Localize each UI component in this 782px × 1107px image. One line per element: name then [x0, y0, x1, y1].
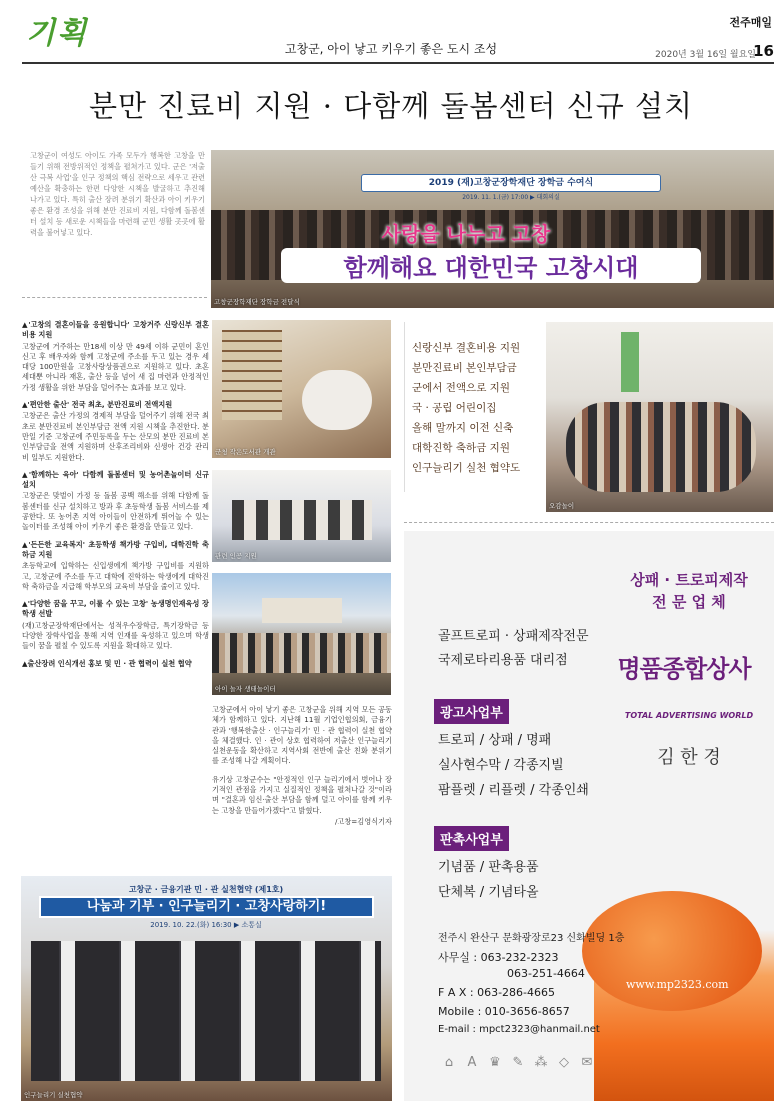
people: [232, 500, 372, 540]
children: [566, 402, 756, 492]
advertisement: [404, 531, 774, 1101]
ad-fax: F A X : 063-286-4665: [438, 986, 556, 999]
highlights-list: [412, 338, 537, 478]
ad-mobile: Mobile : 010-3656-8657: [438, 1005, 570, 1018]
section-label: 기획: [26, 16, 88, 51]
ad-divider: [404, 522, 774, 523]
headline: 분만 진료비 지원 · 다함께 돌봄센터 신규 설치: [89, 89, 693, 123]
main-photo-caption: 고창군장학재단 장학금 전달식: [214, 298, 300, 306]
ad-email: E-mail : mpct2323@hanmail.net: [438, 1024, 600, 1035]
byline: /고창=김영식기자: [334, 816, 392, 826]
main-photo: [211, 150, 774, 308]
bookshelf: [222, 330, 282, 420]
photo-playground: [212, 573, 391, 695]
intro-text: 고창군이 여성도 아이도 가족 모두가 행복한 고창을 만들기 위해 전방위적인 정책을 펼쳐가고 있다. 군은 '저출산 극복 사업'을 인구 정책의 핵심 전략으로 세우고 관련 예산을 확충하는 한편 다양한 시책을 발굴하고 추진해 나가고 있다. 특히 출산 장려 분위기 확산과 아이 키우기 좋은 환경 조성을 위해 분만 진료비 지원, 다함께 돌봄센터 설치 등 새로운 시책들을 마련해 군민 생활 곳곳에 활력을 불어넣고 있다.: [30, 151, 205, 237]
ad-decoration: [594, 531, 774, 1101]
sec3-head: ▲'함께하는 육아' 다함께 돌봄센터 및 농어촌놀이터 신규 설치: [22, 469, 209, 490]
slogan-board: 함께해요 대한민국 고창시대: [281, 248, 701, 283]
sec1-text: 고창군에 거주하는 만18세 이상 만 49세 이하 군민이 혼인신고 후 배우자와 함께 고창군에 주소를 두고 있는 경우 세대당 100만원을 고창사랑상품권으로 지원하고 있다. 초혼 세대뿐 아니라 재혼, 출산 등을 넘어 새 집 마련과 안정적인 가정 생활을 위한 부담을 덜어주는 효과를 보고 있다.: [22, 341, 209, 392]
highlight-item: 올해 말까지 이전 신축: [412, 422, 514, 434]
tag-icon: ◇: [559, 1055, 569, 1070]
highlight-item: 대학진학 축하금 지원: [412, 442, 510, 454]
agreement-banner-top: 고창군 · 금융기관 민 · 관 실천협약 (제1호): [128, 885, 284, 894]
issue-date: 2020년 3월 16일 월요일: [655, 50, 756, 60]
header-rule: [22, 62, 774, 64]
agreement-banner: 나눔과 기부 · 인구늘리기 · 고창사랑하기!: [39, 896, 374, 918]
banner-stand: [621, 332, 639, 392]
photo-care: [212, 470, 391, 562]
photo-playground-caption: 아이 놀자 생태놀이터: [215, 685, 276, 693]
building: [262, 598, 342, 623]
pen-icon: ✎: [512, 1055, 524, 1070]
sec6-head: ▲출산장려 인식개선 홍보 및 민 · 관 협력이 실천 협약: [22, 658, 192, 668]
ceremony-banner: 2019 (재)고창군장학재단 장학금 수여식: [361, 174, 661, 192]
font-icon: A: [467, 1055, 477, 1070]
people: [302, 370, 372, 430]
sec2-text: 고창군은 출산 가정의 경제적 부담을 덜어주기 위해 전국 최초로 분만진료비 본인부담금 전액 지원 시책을 추진한다. 분만일 기준 고창군에 주민등록을 두는 산모의 분만 진료비 본인부담금을 전액 지원하며 산후조리비와 신생아 건강 관리비 일부도 지원한다.: [22, 411, 209, 462]
article-column-1: [22, 320, 209, 670]
ad-badge-ad-dept: 광고사업부: [434, 699, 509, 724]
ad-line-1: 골프트로피 · 상패제작전문: [438, 629, 589, 644]
sec5-text: (재)고창군장학재단에서는 성적우수장학금, 특기장학금 등 다양한 장학사업을 통해 지역 인재를 육성하고 있으며 학생들이 꿈을 펼칠 수 있도록 지원을 확대하고 있다.: [22, 620, 209, 651]
highlight-item: 군에서 전액으로 지원: [412, 382, 510, 394]
highlight-item: 국 · 공립 어린이집: [412, 402, 497, 414]
crowd: [212, 633, 391, 673]
ad-item: 팜플렛 / 리플렛 / 각종인쇄: [438, 783, 589, 798]
ad-item: 실사현수막 / 각종지빌: [438, 758, 564, 773]
photo-care-caption: 관련 인공 지원: [215, 552, 257, 560]
ad-company-en: TOTAL ADVERTISING WORLD: [624, 711, 754, 720]
ad-website: www.mp2323.com: [626, 978, 729, 991]
paper-name: 전주매일: [729, 16, 772, 29]
sec1-head: ▲'고창의 결혼이들을 응원합니다' 고창거주 신랑신부 결혼비용 지원: [22, 320, 209, 340]
sec5-head: ▲'다양한 꿈을 꾸고, 이룰 수 있는 고창' 농생명인재육성 장학생 선발: [22, 599, 209, 619]
ad-item: 기념품 / 판촉용품: [438, 860, 539, 875]
highlight-item: 인구늘리기 실천 협약도: [412, 462, 521, 474]
drop-shape: [582, 891, 762, 1011]
ad-address: 전주시 완산구 문화광장로23 신화빌딩 1층: [438, 933, 625, 944]
col2-text2: 유기상 고창군수는 "안정적인 인구 늘리기에서 벗어나 장기적인 관점을 가지고 실질적인 정책을 펼쳐나갈 것"이라며 "결혼과 임신·출산 부담을 함께 덜고 아이를 함께 키우는 고창을 만들어가겠다"고 밝혔다.: [212, 774, 392, 815]
photo-library-caption: 군청 작은도서관 개관: [215, 448, 276, 456]
ad-item: 트로피 / 상패 / 명패: [438, 733, 552, 748]
ad-tagline-2: 전 문 업 체: [652, 593, 726, 611]
sec2-head: ▲'편안한 출산' 전국 최초, 분만진료비 전액지원: [22, 400, 173, 410]
ad-owner: 김 한 경: [657, 747, 721, 768]
ad-icon-row: [440, 1051, 601, 1070]
photo-library: [212, 320, 391, 458]
sec3-text: 고창군은 맞벌이 가정 등 돌봄 공백 해소를 위해 다함께 돌봄센터를 신규 설치하고 방과 후 초등학생 돌봄 서비스를 제공한다. 또 농어촌 지역 아이들이 안전하게 뛰어놀 수 있는 놀이터를 조성해 아이 키우기 좋은 환경을 만들고 있다.: [22, 491, 209, 532]
ad-office-phone: 사무실 : 063-232-2323: [438, 951, 559, 964]
page-subtitle: 고창군, 아이 낳고 키우기 좋은 도시 조성: [284, 42, 498, 56]
photo-agreement: [21, 876, 392, 1101]
trophy-icon: ♛: [489, 1055, 501, 1070]
photo-agreement-caption: 인구늘리기 실천협약: [24, 1091, 83, 1099]
col2-text: 고창군에서 아이 낳기 좋은 고창군을 위해 지역 모든 공동체가 함께하고 있다. 지난해 11월 기업인협의회, 금융기관과 '행복한출산 · 인구늘리기' 민 · 관 협력이 실천 협약을 체결했다. 인 · 관이 상호 협력하여 저출산 인구늘리기 실천운동을 확산하고 지역사회 전반에 출산 친화 분위기를 조성해 나갈 계획이다.: [212, 705, 392, 766]
intro-divider: [22, 297, 207, 298]
home-icon: ⌂: [444, 1055, 454, 1070]
slogan-top: 사랑을 나누고 고창: [381, 222, 551, 246]
signers: [31, 941, 381, 1081]
article-column-2: [212, 705, 392, 828]
ad-office-phone-2: 063-251-4664: [507, 967, 585, 980]
network-icon: ⁂: [534, 1055, 548, 1070]
photo-kids-caption: 오감놀이: [549, 502, 575, 510]
ad-badge-promo-dept: 판촉사업부: [434, 826, 509, 851]
mail-icon: ✉: [581, 1055, 593, 1070]
ad-company: 명품종합상사: [617, 655, 751, 683]
sec4-text: 초등학교에 입학하는 신입생에게 책가방 구입비를 지원하고, 고창군에 주소를 두고 대학에 진학하는 학생에게 대학진학 축하금을 지급해 학부모의 교육비 부담을 줄이고 있다.: [22, 561, 209, 591]
page-number: 16: [753, 42, 774, 60]
ceremony-date: 2019. 11. 1.(금) 17:00 ▶ 대회의실: [462, 194, 560, 201]
agreement-date: 2019. 10. 22.(화) 16:30 ▶ 소통실: [150, 921, 262, 929]
highlight-item: 분만진료비 본인부담금: [412, 362, 517, 374]
sec4-head: ▲'든든한 교육복지' 초등학생 책가방 구입비, 대학진학 축하금 지원: [22, 539, 209, 559]
photo-kids: [546, 322, 773, 512]
ad-line-2: 국제로타리용품 대리점: [438, 653, 568, 668]
ad-tagline-1: 상패 · 트로피제작: [630, 571, 748, 589]
ad-item: 단체복 / 기념타올: [438, 885, 539, 900]
highlight-item: 신랑신부 결혼비용 지원: [412, 342, 521, 354]
